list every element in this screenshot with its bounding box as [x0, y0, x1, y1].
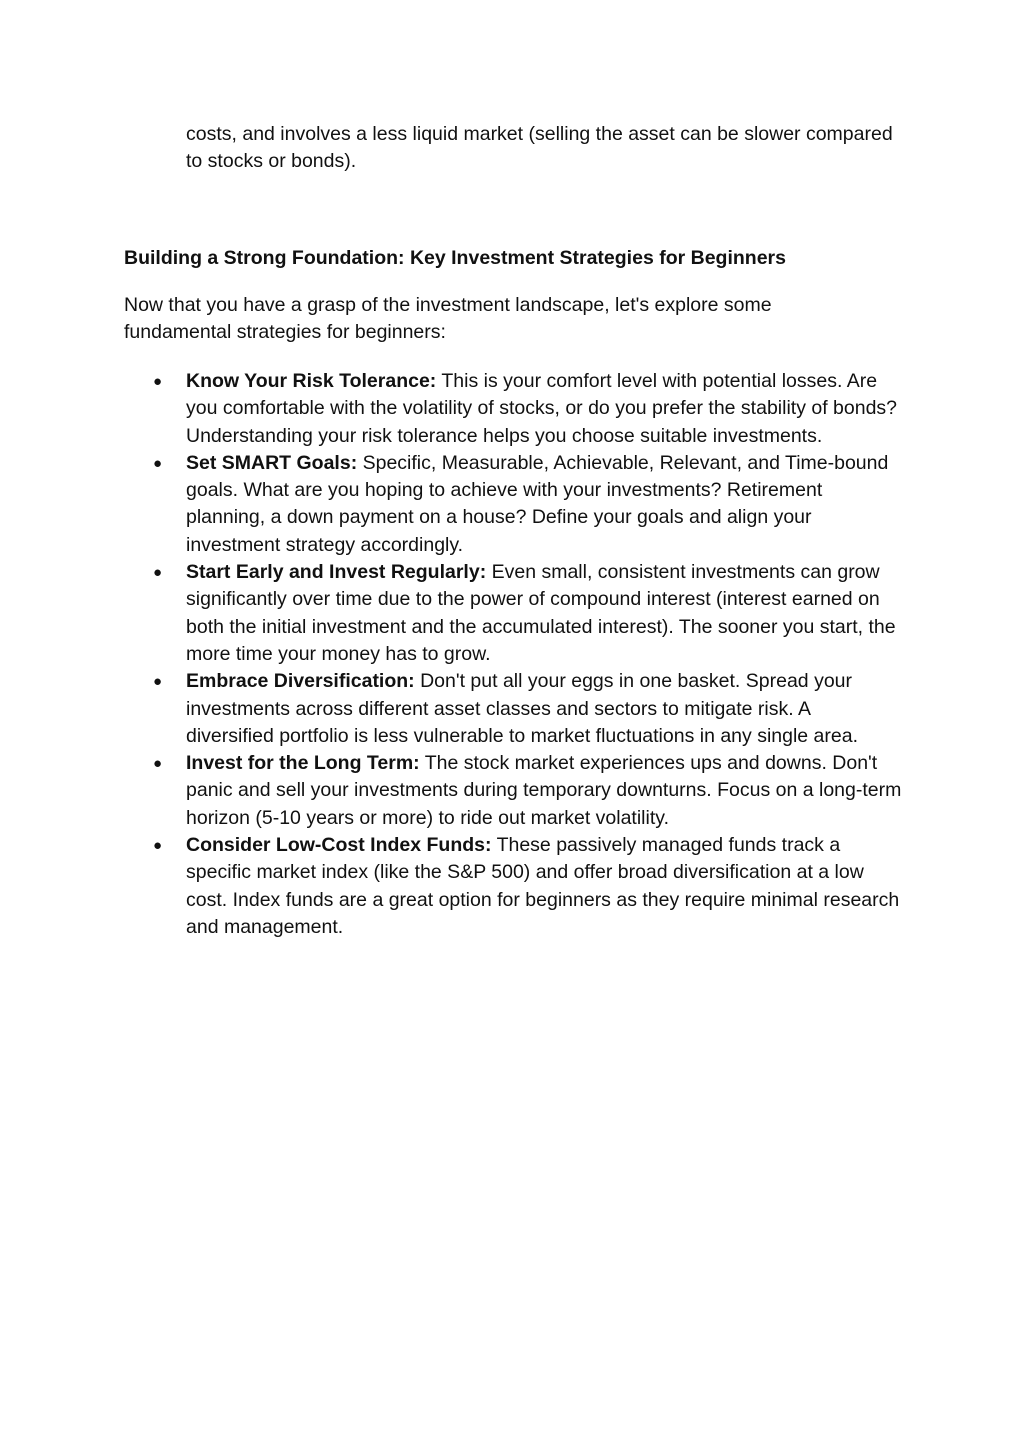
bullet-icon: ● — [153, 373, 163, 390]
strategy-title: Start Early and Invest Regularly: — [186, 561, 487, 584]
strategy-title: Embrace Diversification: — [186, 670, 415, 693]
strategy-title: Consider Low-Cost Index Funds: — [186, 834, 492, 857]
list-item — [0, 750, 902, 832]
section-heading: Building a Strong Foundation: Key Investment Strategies for Beginners — [124, 247, 786, 269]
intro-paragraph: Now that you have a grasp of the investment landscape, let's explore some fundamental strategies for beginners: — [124, 294, 772, 344]
strategy-title: Invest for the Long Term: — [186, 752, 420, 775]
strategy-text: Even small, consistent investments can grow significantly over time due to the power of compound interest (interest earned on both the initial investment and the accumulated interest). The sooner you start, the more time your money has to grow. — [186, 561, 896, 665]
strategy-text: These passively managed funds track a specific market index (like the S&P 500) and offer broad diversification at a low cost. Index funds are a great option for beginners as they require minimal research and management. — [186, 834, 900, 938]
strategy-text: This is your comfort level with potential losses. Are you comfortable with the volatility of stocks, or do you prefer the stability of bonds? Understanding your risk tolerance helps you choose suitable investments. — [186, 370, 898, 447]
list-item — [0, 368, 902, 450]
list-item — [0, 450, 902, 559]
strategy-list — [0, 368, 1024, 941]
bullet-icon: ● — [153, 564, 163, 582]
strategy-text: Specific, Measurable, Achievable, Relevant, and Time-bound goals. What are you hoping to achieve with your investments? Retirement planning, a down payment on a house? Define your goals and align your investment strategy accordingly. — [186, 451, 889, 556]
list-item — [0, 668, 902, 750]
list-item — [0, 832, 902, 941]
bullet-icon: ● — [153, 454, 163, 472]
strategy-title: Know Your Risk Tolerance: — [186, 370, 437, 392]
strategy-text: Don't put all your eggs in one basket. Spread your investments across different asset classes and sectors to mitigate risk. A diversified portfolio is less vulnerable to market fluctuations in any single area. — [186, 670, 859, 747]
strategy-title: Set SMART Goals: — [186, 451, 358, 474]
bullet-icon: ● — [153, 837, 163, 855]
continued-paragraph: costs, and involves a less liquid market (selling the asset can be slower compared to stocks or bonds). — [186, 123, 893, 173]
list-item — [0, 559, 902, 668]
bullet-icon: ● — [153, 673, 163, 691]
strategy-text: The stock market experiences ups and downs. Don't panic and sell your investments during temporary downturns. Focus on a long-term horizon (5-10 years or more) to ride out market volatility. — [186, 752, 902, 829]
bullet-icon: ● — [153, 755, 163, 773]
